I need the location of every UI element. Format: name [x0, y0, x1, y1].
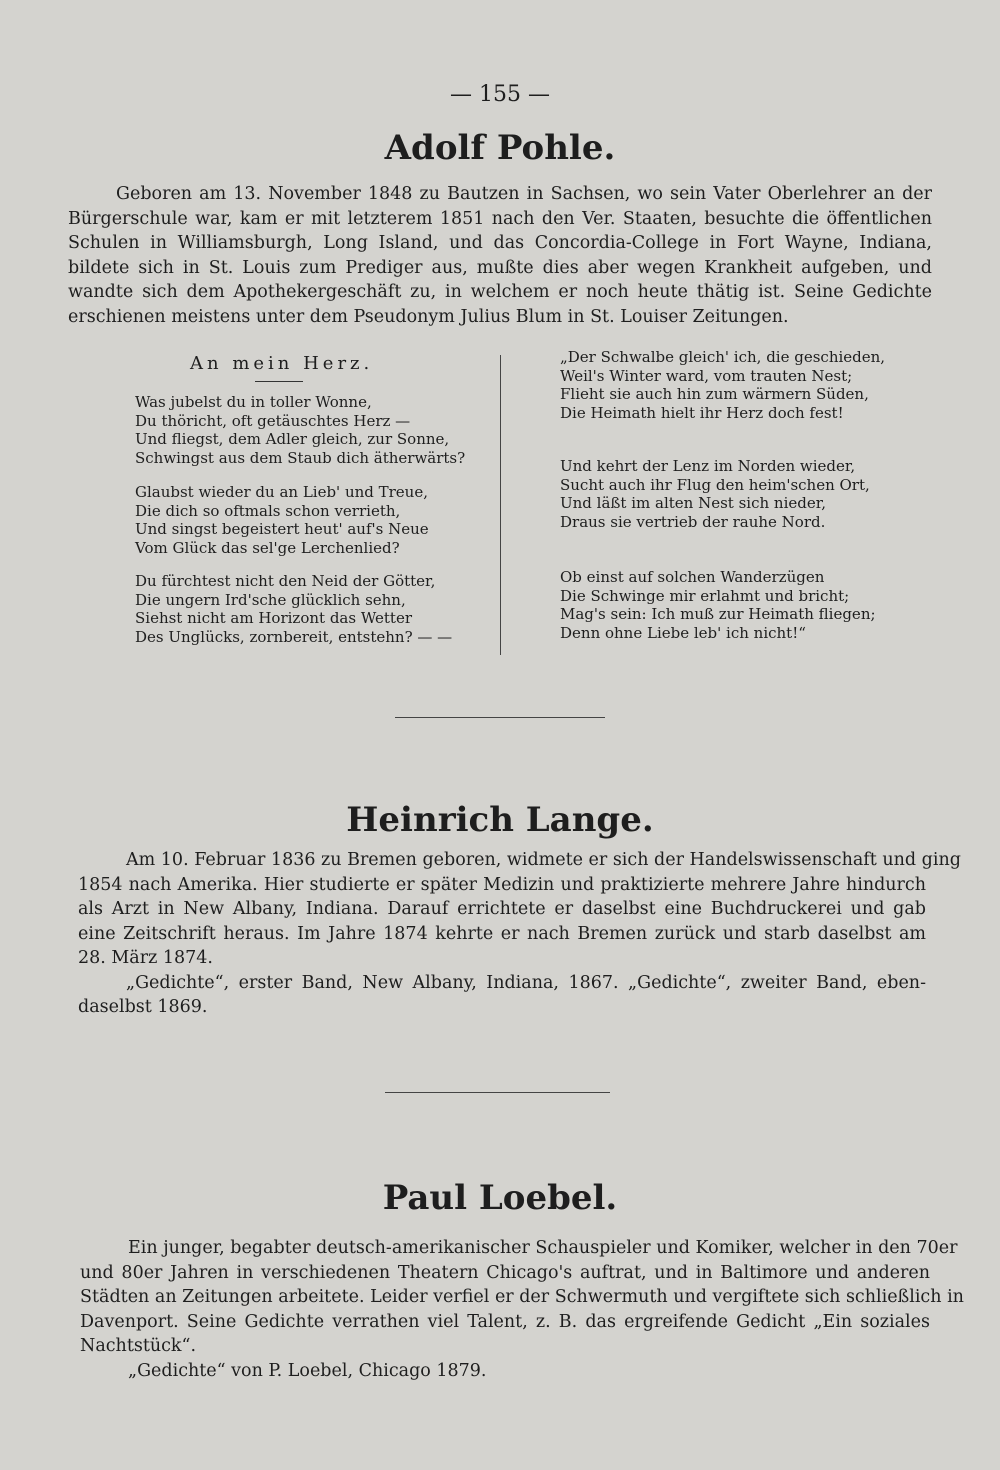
bio-line: wandte sich dem Apothekergeschäft zu, in welchem er noch heute thätig ist. Seine Gedichte [68, 282, 932, 302]
poem-line: Und läßt im alten Nest sich nieder, [560, 494, 827, 512]
poem-line: Du thöricht, oft getäuschtes Herz — [135, 411, 411, 430]
poem-line: Die Schwinge mir erlahmt und bricht; [560, 586, 850, 605]
poem-line: Ob einst auf solchen Wanderzügen [560, 568, 825, 586]
bio-adolf-pohle [68, 182, 932, 329]
bio-line: Schulen in Williamsburgh, Long Island, und das Concordia-College in Fort Wayne, Indiana, [68, 233, 932, 253]
poem-title: An mein Herz. [190, 353, 374, 374]
poem-stanza [560, 348, 885, 422]
poem-line: Weil's Winter ward, vom trauten Nest; [560, 366, 853, 385]
section-heading-heinrich-lange: Heinrich Lange. [346, 800, 654, 840]
poem-stanza [135, 393, 465, 467]
poem-line: Die ungern Ird'sche glücklich sehn, [135, 590, 406, 609]
section-heading-paul-loebel: Paul Loebel. [382, 1178, 618, 1218]
poem-line: Sucht auch ihr Flug den heim'schen Ort, [560, 475, 870, 494]
poem-line: Die dich so oftmals schon verrieth, [135, 501, 401, 520]
column-divider [500, 355, 501, 655]
bio-line: Städten an Zeitungen arbeitete. Leider verfiel er der Schwermuth und vergiftete sich schließlich in [80, 1287, 964, 1307]
poem-line: Des Unglücks, zornbereit, entstehn? — — [135, 627, 453, 646]
bio-line: bildete sich in St. Louis zum Prediger aus, mußte dies aber wegen Krankheit aufgeben, und [68, 257, 932, 278]
poem-line: Du fürchtest nicht den Neid der Götter, [135, 572, 436, 590]
poem-line: Glaubst wieder du an Lieb' und Treue, [135, 483, 428, 501]
bio-paul-loebel [80, 1236, 964, 1383]
bio-line: erschienen meistens unter dem Pseudonym Julius Blum in St. Louiser Zeitungen. [68, 306, 789, 327]
bio-line: eine Zeitschrift heraus. Im Jahre 1874 kehrte er nach Bremen zurück und starb daselbst am [78, 923, 926, 944]
poem-stanza [560, 457, 870, 531]
poem-line: „Der Schwalbe gleich' ich, die geschieden, [560, 348, 886, 366]
bio-line: Am 10. Februar 1836 zu Bremen geboren, widmete er sich der Handelswissenschaft und ging [126, 850, 961, 870]
poem-line: Und fliegst, dem Adler gleich, zur Sonne, [135, 430, 450, 448]
section-heading-adolf-pohle: Adolf Pohle. [384, 128, 616, 168]
poem-line: Denn ohne Liebe leb' ich nicht!“ [560, 623, 806, 642]
bio-line: Davenport. Seine Gedichte verrathen viel Talent, z. B. das ergreifende Gedicht „Ein soziales [80, 1311, 930, 1332]
poem-stanza [135, 483, 429, 557]
poem-line: Und kehrt der Lenz im Norden wieder, [560, 457, 856, 475]
poem-line: Draus sie vertrieb der rauhe Nord. [560, 512, 826, 531]
poem-title-rule [255, 381, 303, 382]
bio-line: Bürgerschule war, kam er mit letzterem 1851 nach den Ver. Staaten, besuchte die öffentlichen [68, 208, 932, 229]
poem-line: Und singst begeistert heut' auf's Neue [135, 520, 429, 538]
poem-stanza [135, 572, 452, 646]
bio-line: „Gedichte“, erster Band, New Albany, Indiana, 1867. „Gedichte“, zweiter Band, eben- [126, 972, 926, 993]
bio-line: Geboren am 13. November 1848 zu Bautzen in Sachsen, wo sein Vater Oberlehrer an der [116, 184, 932, 204]
page-number: — 155 — [450, 82, 550, 107]
bio-line: „Gedichte“ von P. Loebel, Chicago 1879. [128, 1360, 487, 1381]
poem-line: Vom Glück das sel'ge Lerchenlied? [135, 538, 400, 557]
bio-line: 1854 nach Amerika. Hier studierte er später Medizin und praktizierte mehrere Jahre hindurch [78, 874, 926, 895]
bio-line: Ein junger, begabter deutsch-amerikanischer Schauspieler und Komiker, welcher in den 70er [128, 1238, 958, 1258]
poem-line: Mag's sein: Ich muß zur Heimath fliegen; [560, 605, 876, 623]
section-separator [395, 717, 605, 718]
poem-line: Die Heimath hielt ihr Herz doch fest! [560, 403, 844, 422]
bio-line: als Arzt in New Albany, Indiana. Darauf errichtete er daselbst eine Buchdruckerei und gab [78, 899, 926, 919]
bio-line: Nachtstück“. [80, 1336, 197, 1356]
poem-line: Schwingst aus dem Staub dich ätherwärts? [135, 448, 466, 467]
poem-line: Was jubelst du in toller Wonne, [135, 393, 372, 411]
poem-line: Siehst nicht am Horizont das Wetter [135, 609, 413, 627]
poem-line: Flieht sie auch hin zum wärmern Süden, [560, 385, 869, 403]
bio-line: daselbst 1869. [78, 997, 208, 1017]
poem-stanza [560, 568, 876, 642]
bio-heinrich-lange [78, 848, 961, 1020]
bio-line: und 80er Jahren in verschiedenen Theatern Chicago's auftrat, und in Baltimore und anderen [80, 1262, 930, 1283]
bio-line: 28. März 1874. [78, 948, 213, 968]
section-separator [385, 1092, 610, 1093]
